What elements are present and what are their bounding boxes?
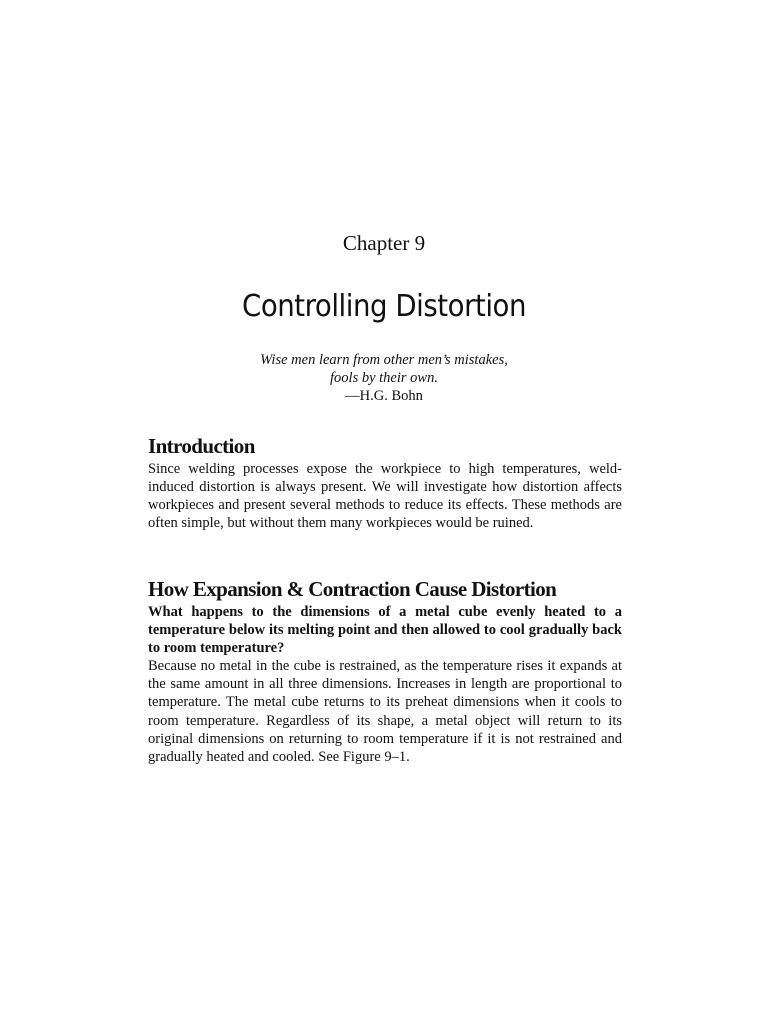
section-heading: Introduction (148, 434, 255, 458)
expansion-contraction-section (148, 575, 622, 766)
epigraph (0, 351, 768, 405)
section-question: What happens to the dimensions of a metal cube evenly heated to a temperature below its melting point and then allowed to cool gradually back to room temperature? (148, 604, 622, 657)
epigraph-attribution: —H.G. Bohn (345, 388, 423, 404)
epigraph-line: fools by their own. (330, 370, 438, 386)
introduction-section (148, 432, 622, 532)
section-paragraph: Because no metal in the cube is restrained, as the temperature rises it expands at the same amount in all three dimensions. Increases in length are proportional to temperature. The metal cube returns to its preheat dimensions when it cools to room temperature. Regardless of its shape, a metal object will return to its original dimensions on returning to room temperature if it is not restrained and gradually heated and cooled. See Figure 9–1. (148, 658, 622, 765)
chapter-number: Chapter 9 (342, 231, 426, 255)
chapter-title: Controlling Distortion (242, 289, 526, 324)
section-heading: How Expansion & Contraction Cause Distortion (148, 577, 557, 601)
epigraph-line: Wise men learn from other men’s mistakes, (260, 352, 508, 368)
section-paragraph: Since welding processes expose the workpiece to high temperatures, weld-induced distortion is always present. We will investigate how distortion affects workpieces and present several methods to reduce its effects. These methods are often simple, but without them many workpieces would be ruined. (148, 461, 622, 532)
